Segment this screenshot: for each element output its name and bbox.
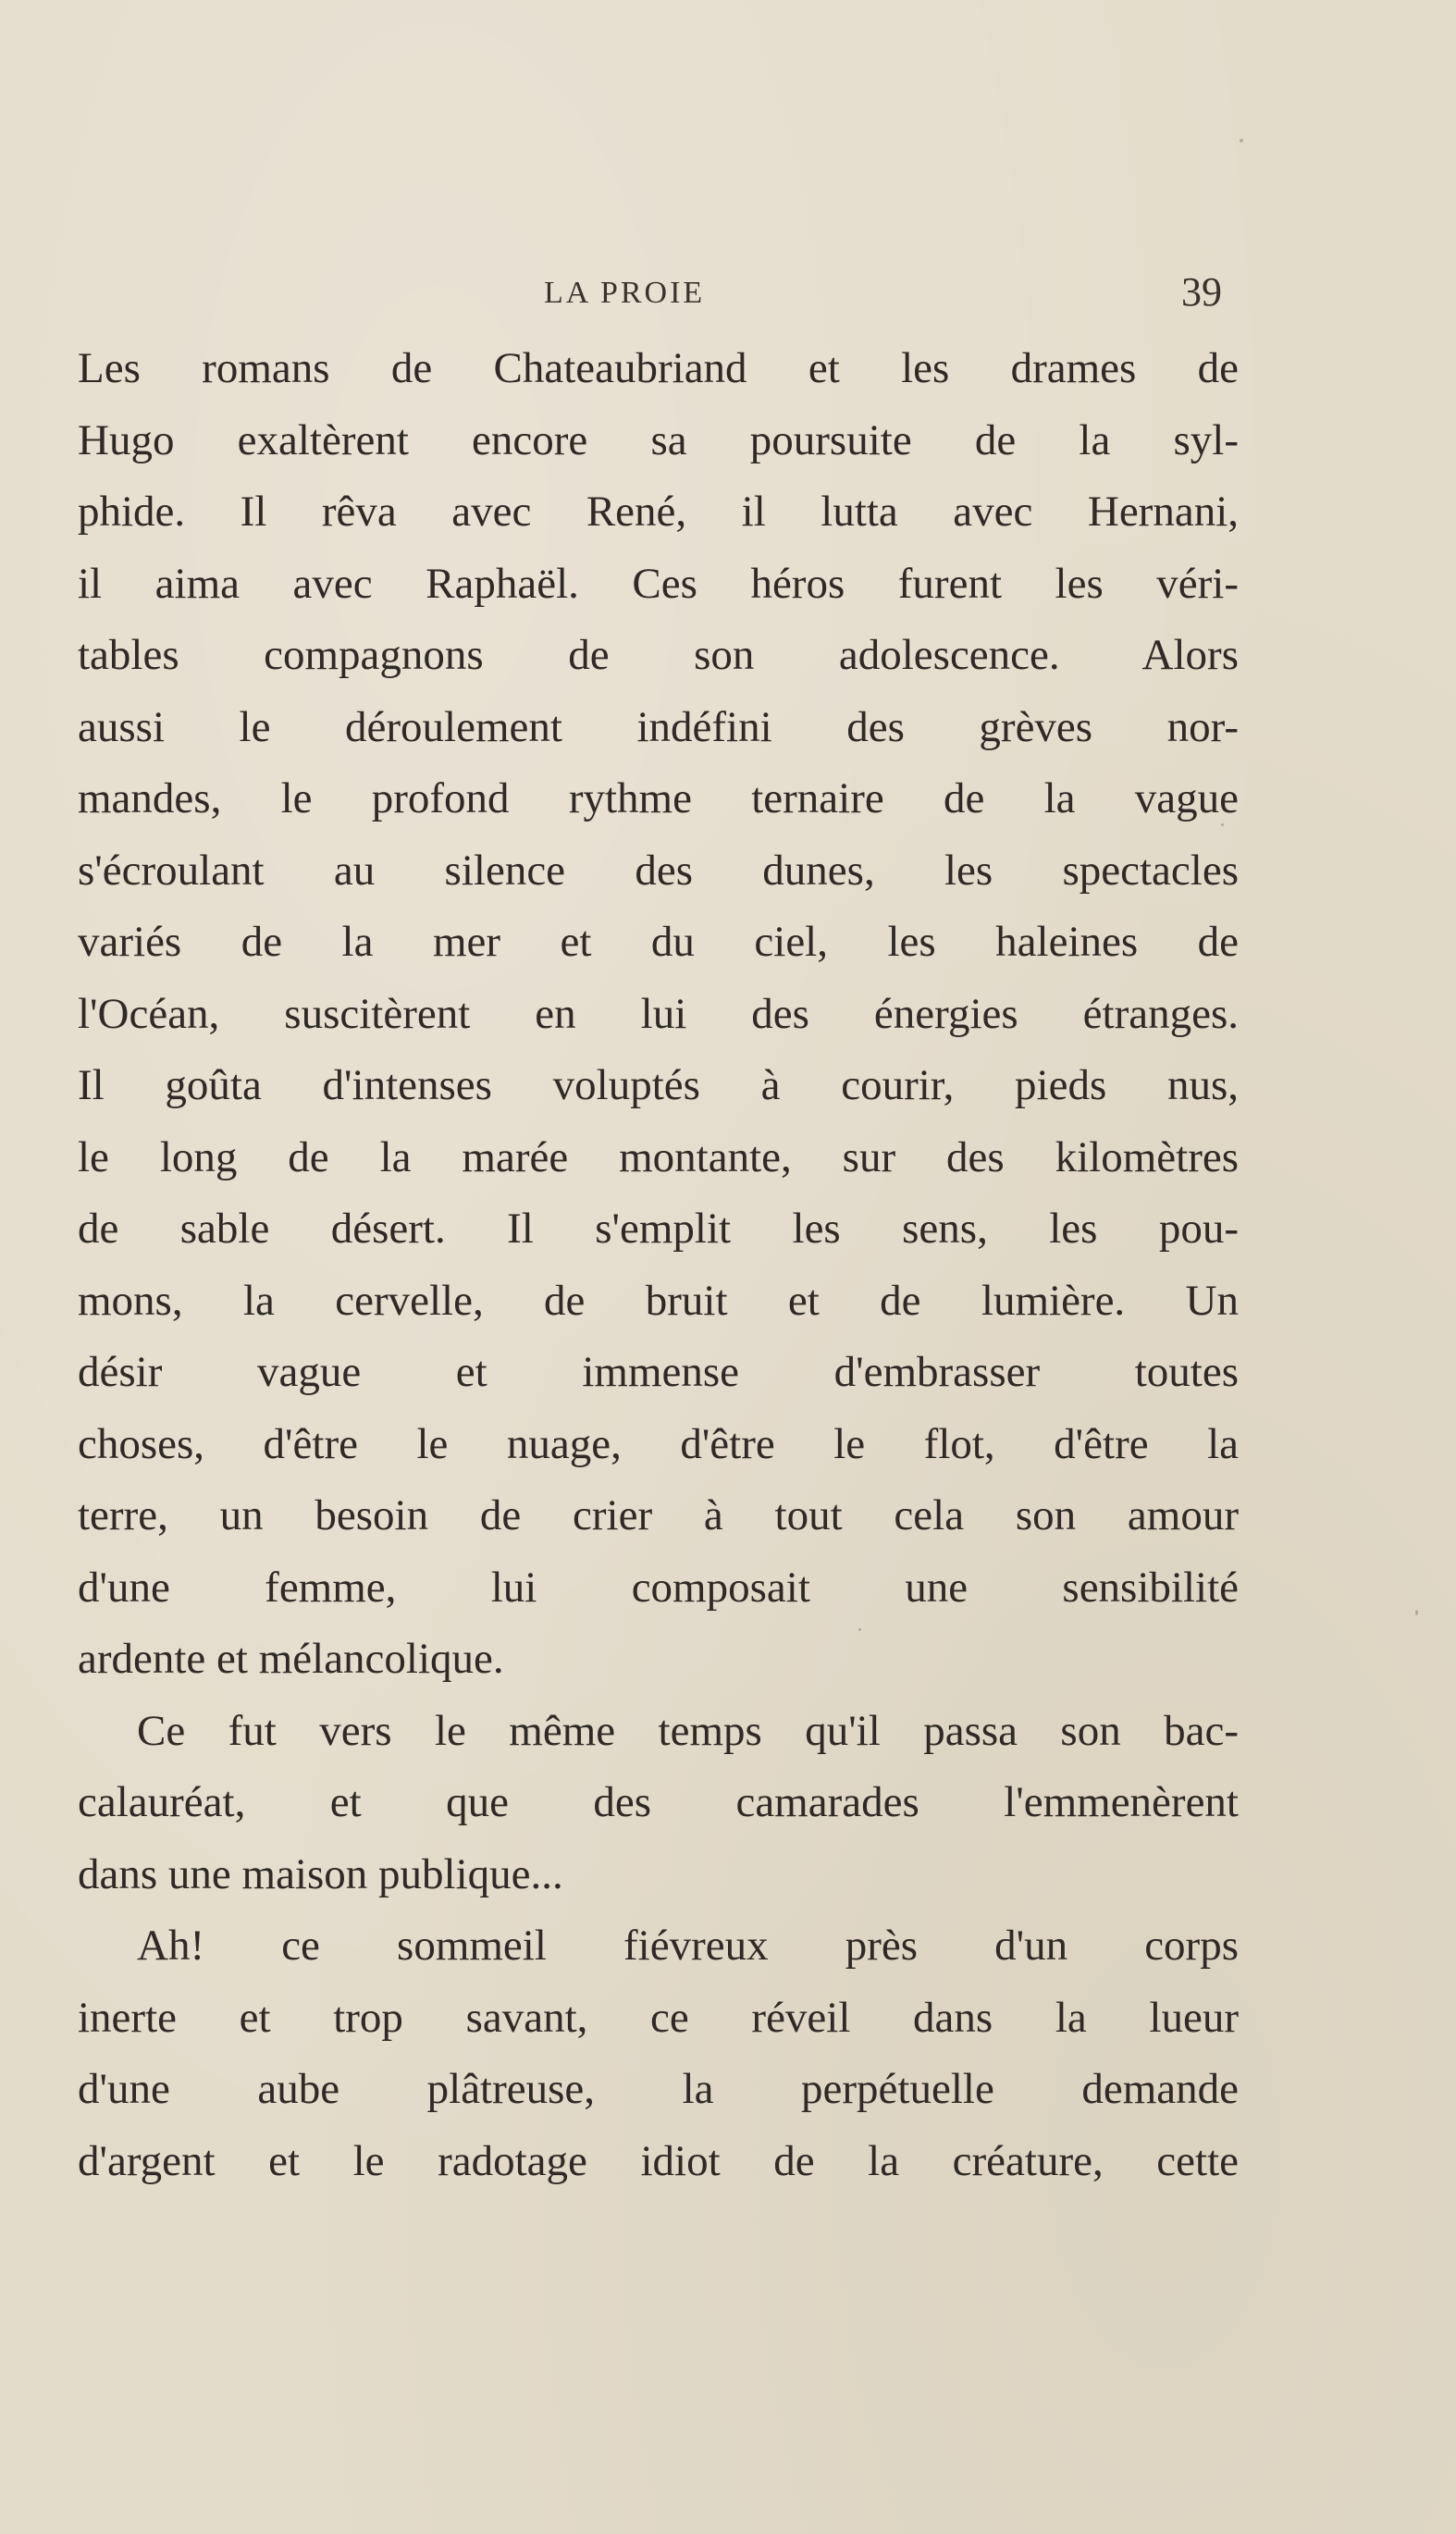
paper-speck [1415,1610,1418,1615]
paragraph-start-line: Ah! ce sommeil fiévreux près d'un corps [137,1922,1239,1970]
text-line: terre, un besoin de crier à tout cela son amour [78,1491,1239,1539]
text-line: le long de la marée montante, sur des kilomètres [78,1132,1239,1181]
text-line: l'Océan, suscitèrent en lui des énergies étranges. [78,989,1239,1038]
text-line: désir vague et immense d'embrasser toutes [78,1348,1239,1396]
text-line: il aima avec Raphaël. Ces héros furent les véri- [78,559,1239,608]
paper-speck [858,1628,861,1631]
text-line: dans une maison publique... [78,1849,563,1898]
text-line: tables compagnons de son adolescence. Alors [78,631,1239,679]
running-header [0,268,1456,315]
text-line: mandes, le profond rythme ternaire de la vague [78,774,1239,822]
text-line: calauréat, et que des camarades l'emmenèrent [78,1778,1239,1826]
paragraph-start-line: Ce fut vers le même temps qu'il passa son bac- [137,1706,1239,1755]
text-line: de sable désert. Il s'emplit les sens, les pou- [78,1205,1239,1253]
text-line: variés de la mer et du ciel, les haleines de [78,918,1239,966]
text-line: Les romans de Chateaubriand et les drames de [78,344,1239,392]
text-line: d'une aube plâtreuse, la perpétuelle demande [78,2065,1239,2113]
text-line: ardente et mélancolique. [78,1635,504,1683]
body-text [78,333,1239,2197]
text-line: inerte et trop savant, ce réveil dans la lueur [78,1993,1239,2042]
text-line: mons, la cervelle, de bruit et de lumière. Un [78,1276,1239,1325]
paper-speck [1240,139,1243,142]
running-title: LA PROIE [544,276,706,310]
paper-speck [1221,823,1224,826]
text-line: phide. Il rêva avec René, il lutta avec Hernani, [78,488,1239,536]
text-line: d'une femme, lui composait une sensibilité [78,1563,1239,1612]
text-line: aussi le déroulement indéfini des grèves nor- [78,702,1239,751]
page-number: 39 [1181,269,1222,315]
text-line: Hugo exaltèrent encore sa poursuite de la syl- [78,415,1239,464]
text-line: s'écroulant au silence des dunes, les spectacles [78,846,1239,895]
text-line: Il goûta d'intenses voluptés à courir, pieds nus, [78,1061,1239,1109]
text-line: choses, d'être le nuage, d'être le flot, d'être la [78,1419,1239,1468]
text-line: d'argent et le radotage idiot de la créature, cette [78,2136,1239,2185]
